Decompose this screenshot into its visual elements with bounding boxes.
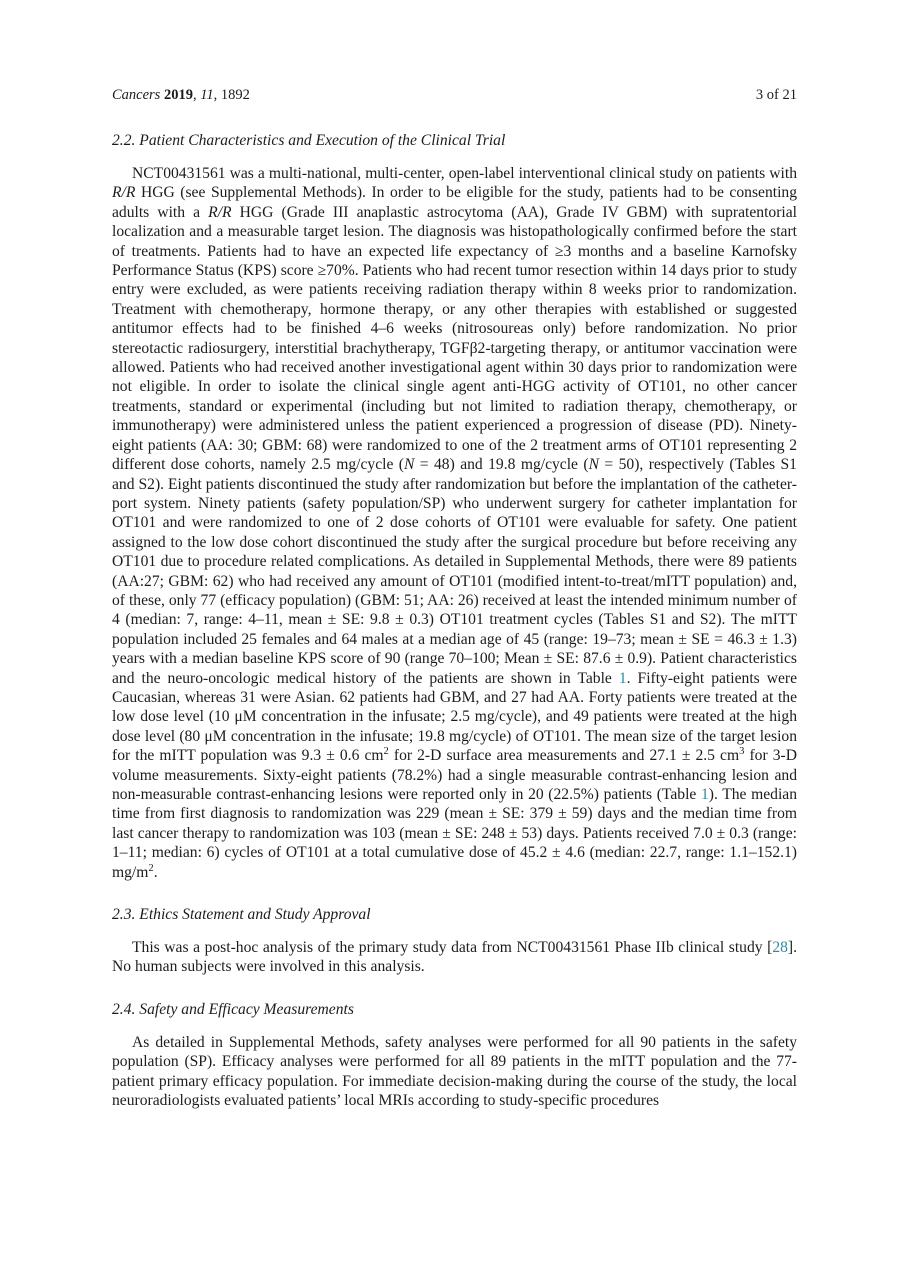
text-segment: 2: [383, 746, 389, 757]
text-segment: , 1892: [213, 87, 250, 103]
section-heading-2-3: 2.3. Ethics Statement and Study Approval: [112, 906, 371, 924]
text-segment: This was a post-hoc analysis of the primary study data from NCT00431561 Phase IIb clinical study [: [132, 939, 773, 957]
text-segment: As detailed in Supplemental Methods, safety analyses were performed for all 90 patients in the safety population (SP). Efficacy analyses were performed for all 89 patients in the mITT population and the 77-patient primary efficacy population. For immediate decision-making during the course of the study, the local neuroradiologists evaluated patients’ local MRIs according to study-specific procedures: [112, 1033, 797, 1110]
text-segment: NCT00431561 was a multi-national, multi-center, open-label interventional clinical study on patients with: [132, 165, 797, 182]
text-segment: for 3-D volume measurements. Sixty-eight patients (78.2%) had a single measurable contrast-enhancing lesion and non-measurable contrast-enhancing lesions were reported only in 20 (22.5%) patients (Table: [112, 747, 797, 803]
section-heading-2-4: 2.4. Safety and Efficacy Measurements: [112, 1000, 354, 1018]
text-segment: Cancers: [112, 87, 164, 103]
text-segment: for 2-D surface area measurements and 27.1 ± 2.5 cm: [388, 747, 740, 765]
text-segment: HGG (Grade III anaplastic astrocytoma (AA), Grade IV GBM) with supratentorial localization and a measurable target lesion. The diagnosis was histopathologically confirmed before the start of treatments. Patients had to have an expected life expectancy of ≥3 months and a baseline Karnofsky Performance Status (KPS) score ≥70%. Patients who had recent tumor resection within 14 days prior to study entry were excluded, as were patients receiving radiation therapy within 8 weeks prior to randomization. Treatment with chemotherapy, hormone therapy, or any other therapies with established or suggested antitumor effects had to be finished 4–6 weeks (nitrosoureas only) before randomization. No prior stereotactic radiosurgery, interstitial brachytherapy, TGFβ2-targeting therapy, or antitumor vaccination were allowed. Patients who had received another investigational agent within 30 days prior to randomization were not eligible. In order to isolate the clinical single agent anti-HGG activity of OT101, no other cancer treatments, standard or experimental (including but not limited to radiation therapy, chemotherapy, or immunotherapy) were administered unless the patient experienced a progression of disease (PD). Ninety-eight patients (AA: 30; GBM: 68) were randomized to one of the 2 treatment arms of OT101 representing 2 different dose cohorts, namely 2.5 mg/cycle (: [112, 203, 797, 474]
table-1-link[interactable]: 1: [700, 786, 709, 803]
text-segment: 3: [739, 746, 745, 757]
section-2-4-paragraph: [112, 1033, 797, 1111]
table-1-link[interactable]: 1: [618, 669, 627, 687]
section-2-2-paragraph: [112, 164, 797, 882]
page-number: 3 of 21: [755, 87, 797, 103]
text-segment: ). The median time from first diagnosis to randomization was 229 (mean ± SE: 379 ± 59) days and the median time from last cancer therapy to randomization was 103 (mean ± SE: 248 ± 53) days. Patients received 7.0 ± 0.3 (range: 1–11; median: 6) cycles of OT101 at a total cumulative dose of 45.2 ± 4.6 (median: 22.7, range: 1.1–152.1) mg/m: [112, 786, 798, 881]
citation-28-link[interactable]: 28: [772, 939, 788, 957]
text-segment: = 50), respectively (Tables S1 and S2). Eight patients discontinued the study after randomization but before the implantation of the catheter-port system. Ninety patients (safety population/SP) who underwent surgery for catheter implantation for OT101 and were randomized to one of 2 dose cohorts of OT101 were evaluable for safety. One patient assigned to the low dose cohort discontinued the study after the surgical procedure but before receiving any OT101 due to procedure related complications. As detailed in Supplemental Methods, there were 89 patients (AA:27; GBM: 62) who had received any amount of OT101 (modified intent-to-treat/mITT population) and, of these, only 77 (efficacy population) (GBM: 51; AA: 26) received at least the intended minimum number of 4 (median: 7, range: 4–11, mean ± SE: 9.8 ± 0.3) OT101 treatment cycles (Tables S1 and S2). The mITT population included 25 females and 64 males at a median age of 45 (range: 19–73; mean ± SE = 46.3 ± 1.3) years with a median baseline KPS score of 90 (range 70–100; Mean ± SE: 87.6 ± 0.9). Patient characteristics and the neuro-oncologic medical history of the patients are shown in Table: [112, 456, 797, 687]
text-segment: .: [153, 863, 158, 881]
section-heading-2-2: 2.2. Patient Characteristics and Execution of the Clinical Trial: [112, 132, 506, 149]
text-segment: . Fifty-eight patients were Caucasian, whereas 31 were Asian. 62 patients had GBM, and 27 had AA. Forty patients were treated at the low dose level (10 μM concentration in the infusate; 2.5 mg/cycle), and 49 patients were treated at the high dose level (80 μM concentration in the infusate; 19.8 mg/cycle) of OT101. The mean size of the target lesion for the mITT population was 9.3 ± 0.6 cm: [112, 669, 798, 765]
journal-running-head: [112, 86, 250, 104]
text-segment: 2: [148, 862, 154, 874]
text-segment: 2019: [163, 87, 193, 103]
text-segment: ,: [192, 87, 201, 103]
section-2-3-paragraph: [112, 938, 797, 977]
text-segment: HGG (see Supplemental Methods). In order to be eligible for the study, patients had to be consenting adults with a: [112, 184, 797, 221]
page-body: [112, 131, 797, 1110]
text-segment: 11: [200, 87, 214, 103]
text-segment: R/R: [208, 203, 232, 221]
text-segment: = 48) and 19.8 mg/cycle (: [414, 456, 589, 474]
text-segment: N: [588, 456, 599, 474]
text-segment: N: [403, 456, 415, 474]
page-header: [112, 86, 797, 104]
text-segment: ]. No human subjects were involved in this analysis.: [112, 939, 797, 976]
text-segment: R/R: [112, 184, 136, 202]
